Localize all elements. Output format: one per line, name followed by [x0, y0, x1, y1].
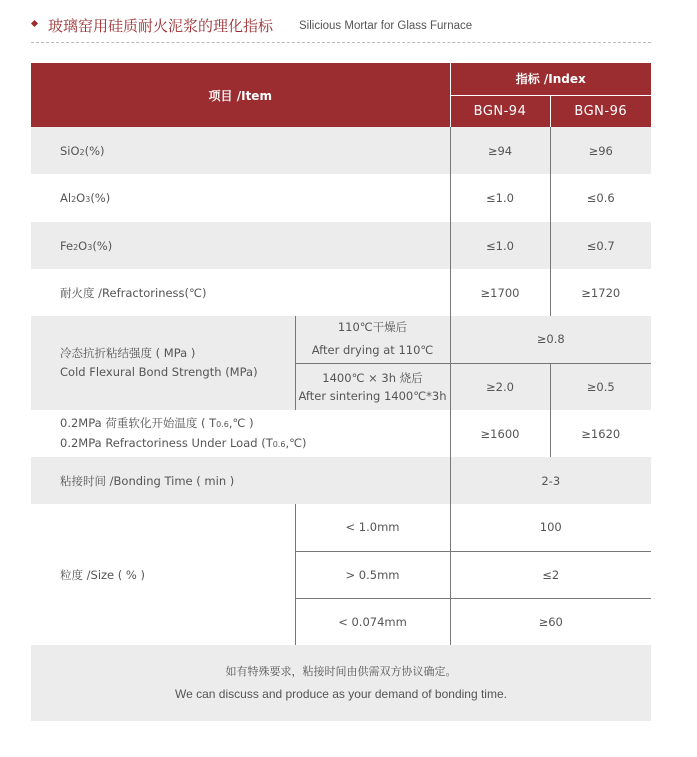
- value-al2o3-bgn96: ≤0.6: [550, 174, 651, 222]
- row-label-refractoriness: 耐火度 /Refractoriness(℃): [31, 269, 450, 316]
- size-condition-2: > 0.5mm: [295, 551, 450, 598]
- row-label-sio2: SiO2(%): [31, 127, 450, 174]
- table-row-fe2o3: [31, 222, 651, 269]
- value-refractoriness-bgn96: ≥1720: [550, 269, 651, 316]
- header-index: 指标 /Index: [450, 63, 651, 95]
- footer-note-english: We can discuss and produce as your demand of bonding time.: [175, 687, 507, 701]
- row-label-rul: 0.2MPa 荷重软化开始温度 ( T0.6,℃ ) 0.2MPa Refractoriness Under Load (T0.6,℃): [31, 410, 450, 457]
- row-label-bond-strength: 冷态抗折粘结强度 ( MPa ) Cold Flexural Bond Strength (MPa): [31, 316, 295, 410]
- row-label-bonding-time: 粘接时间 /Bonding Time ( min ): [31, 457, 450, 504]
- size-value-1: 100: [450, 504, 651, 551]
- size-condition-1: < 1.0mm: [295, 504, 450, 551]
- table-row-al2o3: [31, 174, 651, 222]
- header-model-bgn94: BGN-94: [450, 95, 550, 127]
- section-title-bar: [31, 14, 651, 43]
- table-row-sio2: [31, 127, 651, 174]
- value-rul-bgn96: ≥1620: [550, 410, 651, 457]
- value-rul-bgn94: ≥1600: [450, 410, 550, 457]
- header-model-bgn96: BGN-96: [550, 95, 651, 127]
- table-row-bonding-time: [31, 457, 651, 504]
- value-refractoriness-bgn94: ≥1700: [450, 269, 550, 316]
- row-label-al2o3: Al2O3(%): [31, 174, 450, 222]
- footer-note-chinese: 如有特殊要求，粘接时间由供需双方协议确定。: [225, 665, 457, 678]
- value-sio2-bgn96: ≥96: [550, 127, 651, 174]
- value-bonding-time: 2-3: [450, 457, 651, 504]
- table-row-rul: [31, 410, 651, 457]
- value-sio2-bgn94: ≥94: [450, 127, 550, 174]
- condition-sintering: 1400℃ × 3h 烧后 After sintering 1400℃*3h: [295, 363, 450, 410]
- table-row-refractoriness: [31, 269, 651, 316]
- value-bond-strength-sintering-bgn94: ≥2.0: [450, 363, 550, 410]
- size-value-3: ≥60: [450, 598, 651, 645]
- title-chinese: 玻璃窑用硅质耐火泥浆的理化指标: [48, 17, 274, 35]
- value-fe2o3-bgn96: ≤0.7: [550, 222, 651, 269]
- table-row-bond-strength-1: [31, 316, 651, 363]
- title-english: Silicious Mortar for Glass Furnace: [299, 20, 473, 32]
- size-condition-3: < 0.074mm: [295, 598, 450, 645]
- header-row: [31, 63, 651, 95]
- value-al2o3-bgn94: ≤1.0: [450, 174, 550, 222]
- footer-note: [31, 645, 651, 721]
- value-fe2o3-bgn94: ≤1.0: [450, 222, 550, 269]
- diamond-bullet-icon: [31, 20, 38, 27]
- value-bond-strength-drying: ≥0.8: [450, 316, 651, 363]
- condition-drying: 110℃干燥后 After drying at 110℃: [295, 316, 450, 363]
- spec-table: [31, 63, 651, 645]
- size-value-2: ≤2: [450, 551, 651, 598]
- table-row-size-1: [31, 504, 651, 551]
- value-bond-strength-sintering-bgn96: ≥0.5: [550, 363, 651, 410]
- header-item: 项目 /Item: [31, 63, 450, 127]
- row-label-fe2o3: Fe2O3(%): [31, 222, 450, 269]
- row-label-size: 粒度 /Size ( % ): [31, 504, 295, 645]
